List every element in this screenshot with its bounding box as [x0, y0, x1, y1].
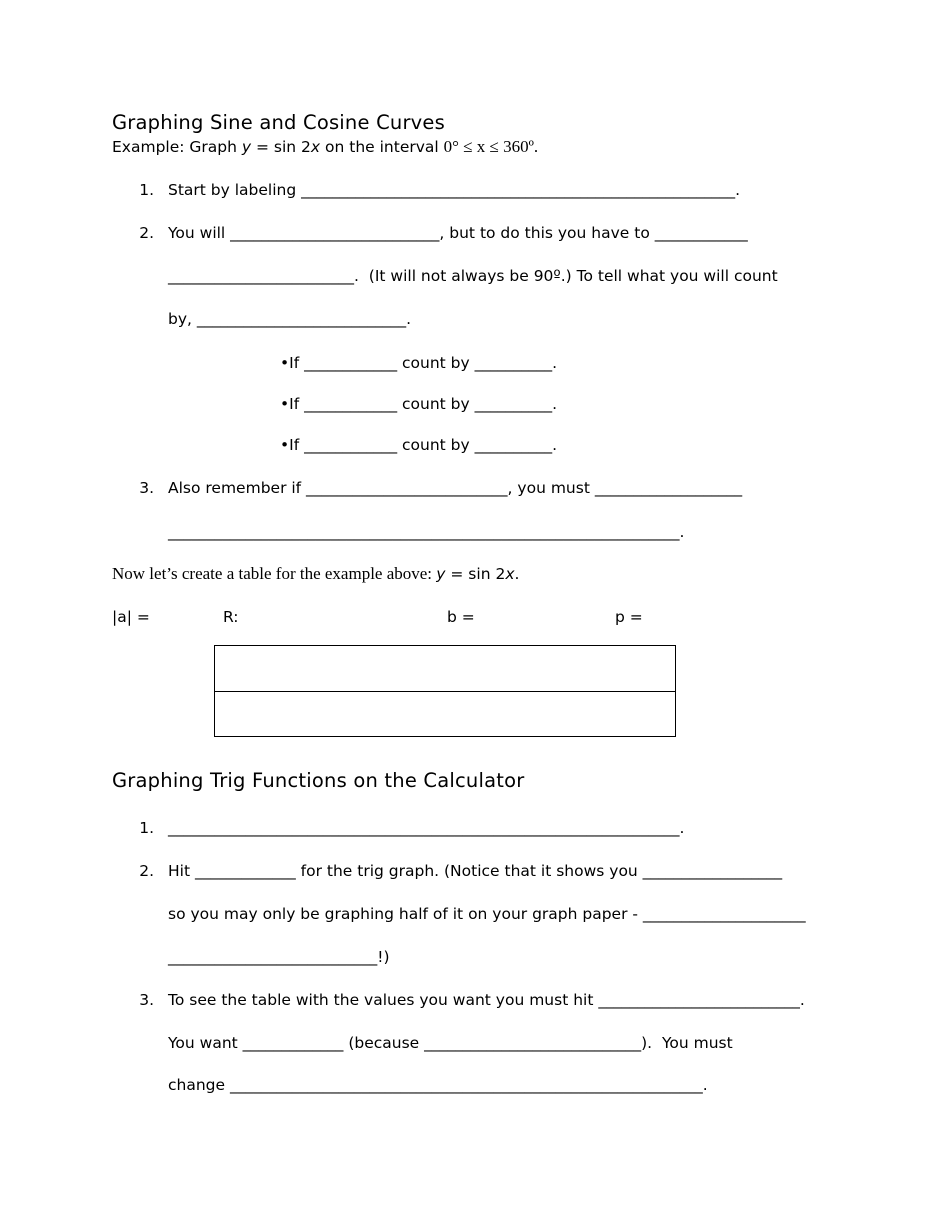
example-interval: 0° ≤ x ≤ 360º. — [443, 137, 539, 156]
item-2-line-3: by, ___________________________. — [168, 310, 412, 328]
param-a: |a| = — [112, 608, 150, 626]
example-suffix: on the interval — [320, 138, 444, 156]
example-y: y — [241, 138, 252, 156]
item-number: 2. — [139, 224, 154, 242]
calc-item-2-line-3: ___________________________!) — [168, 948, 390, 966]
param-b: b = — [447, 608, 475, 626]
item-3-line-2: __________________________________________________________________. — [168, 523, 685, 541]
table-intro-x: x — [505, 565, 515, 583]
example-x: x — [310, 138, 321, 156]
item-number: 3. — [139, 479, 154, 497]
item-1-line-1: Start by labeling ________________________________________________________. — [168, 181, 741, 199]
param-p: p = — [615, 608, 643, 626]
bullet-item: •If ____________ count by __________. — [280, 436, 558, 454]
table-intro-prefix: Now let’s create a table for the example above: — [112, 564, 437, 583]
calc-item-1-line-1: __________________________________________________________________. — [168, 819, 685, 837]
example-mid: = sin 2 — [251, 138, 311, 156]
item-number: 2. — [139, 862, 154, 880]
param-r: R: — [223, 608, 239, 626]
calc-item-3-line-1: To see the table with the values you want you must hit __________________________. — [168, 991, 805, 1009]
item-2-line-1: You will ___________________________, but to do this you have to ____________ — [168, 224, 748, 242]
item-number: 1. — [139, 181, 154, 199]
table-intro — [112, 564, 519, 584]
calc-item-3-line-2: You want _____________ (because ____________________________). You must — [168, 1034, 733, 1052]
calc-item-2-line-1: Hit _____________ for the trig graph. (Notice that it shows you __________________ — [168, 862, 783, 880]
table-intro-mid: = sin 2 — [445, 565, 506, 583]
example-line — [112, 137, 538, 157]
table-row-divider — [215, 691, 675, 692]
calc-item-3-line-3: change _____________________________________________________________. — [168, 1076, 708, 1094]
bullet-item: •If ____________ count by __________. — [280, 395, 558, 413]
table-intro-suffix: . — [514, 565, 520, 583]
section-title-calculator: Graphing Trig Functions on the Calculator — [112, 769, 525, 792]
example-prefix: Example: Graph — [112, 138, 242, 156]
bullet-item: •If ____________ count by __________. — [280, 354, 558, 372]
table-intro-y: y — [436, 565, 446, 583]
item-2-line-2: ________________________. (It will not always be 90º.) To tell what you will count — [168, 267, 778, 285]
item-number: 3. — [139, 991, 154, 1009]
item-number: 1. — [139, 819, 154, 837]
section-title-sine-cosine: Graphing Sine and Cosine Curves — [112, 111, 445, 134]
values-table — [214, 645, 676, 737]
item-3-line-1: Also remember if __________________________, you must ___________________ — [168, 479, 743, 497]
calc-item-2-line-2: so you may only be graphing half of it on your graph paper - _____________________ — [168, 905, 806, 923]
